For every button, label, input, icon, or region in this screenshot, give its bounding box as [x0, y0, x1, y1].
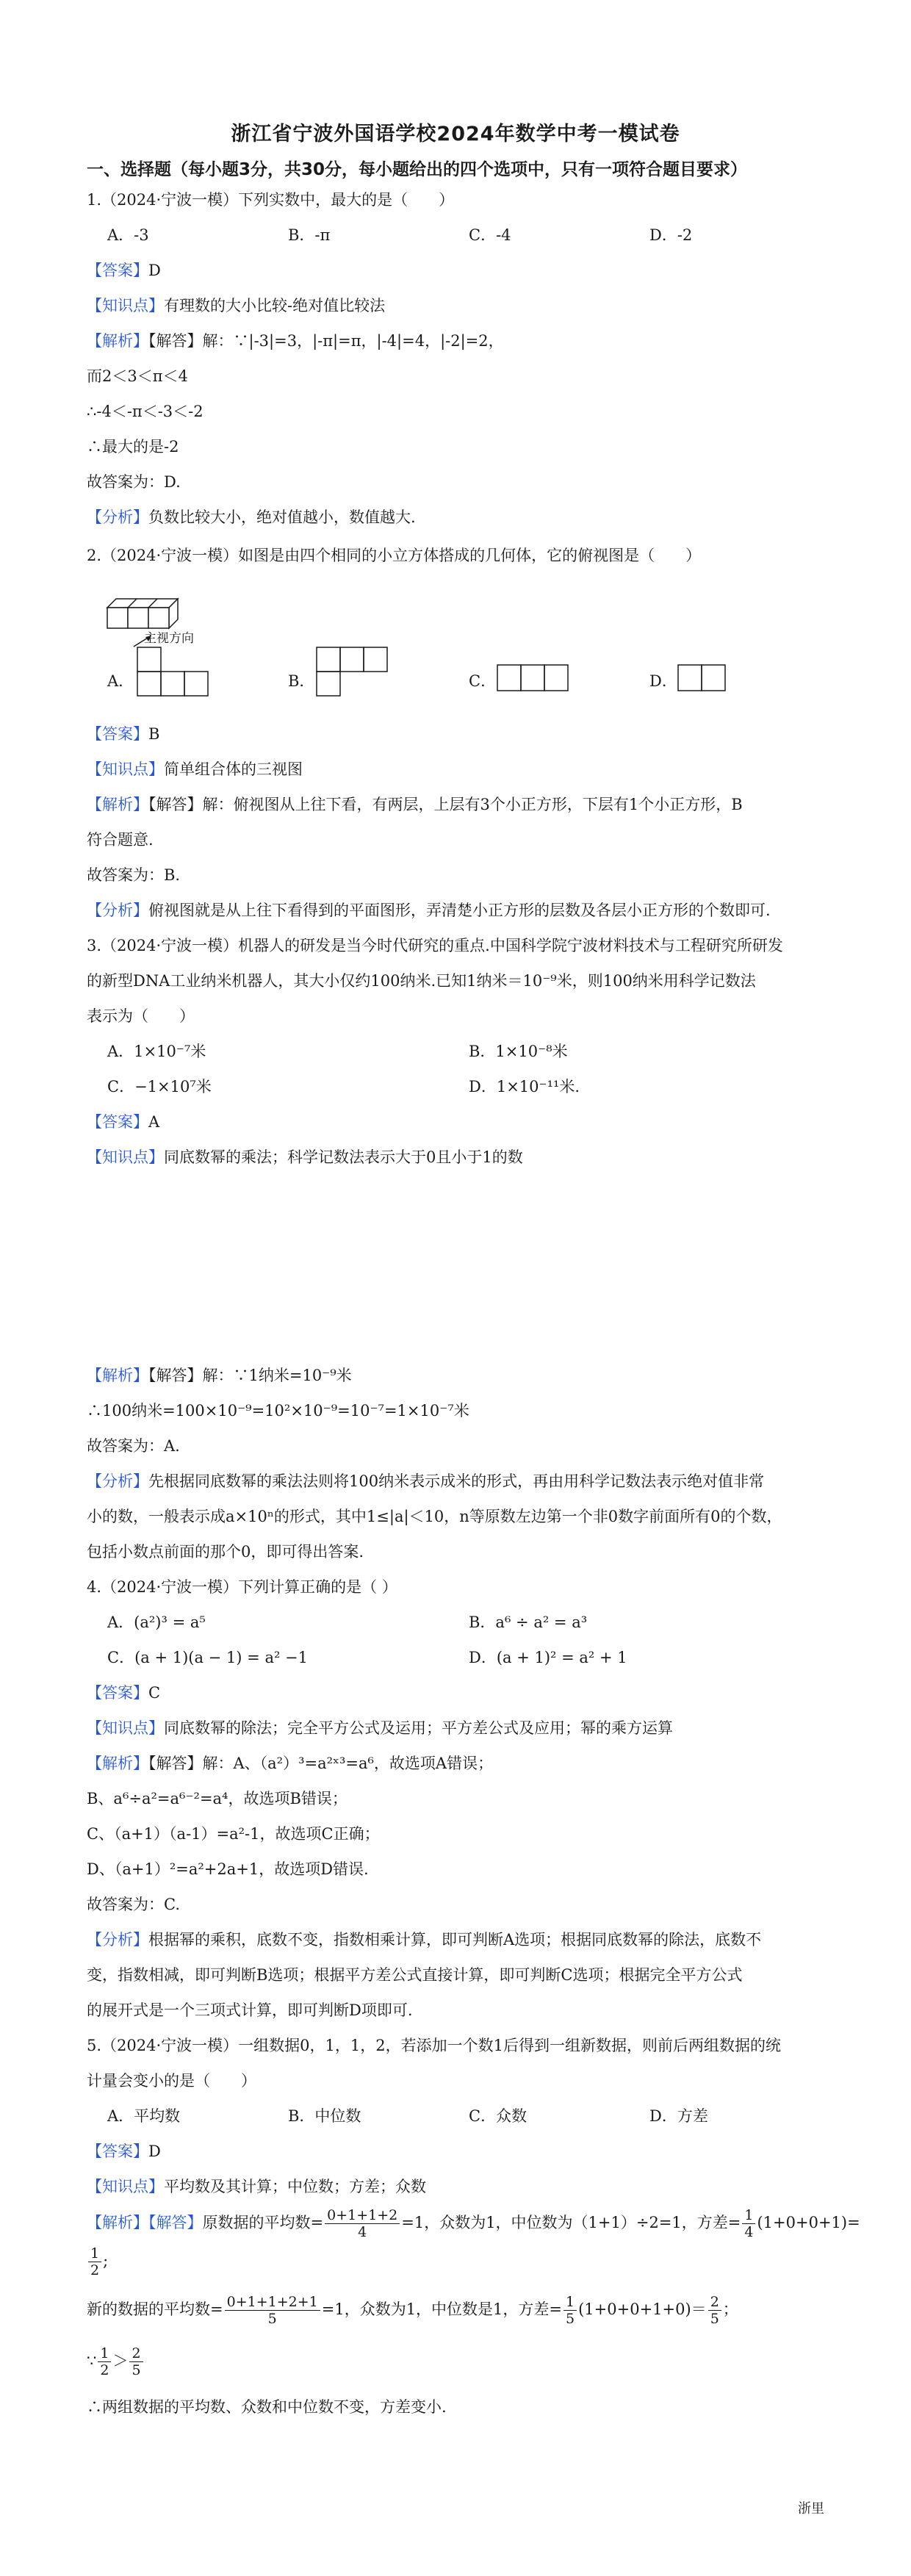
- q3-stem: 的新型DNA工业纳米机器人，其大小仅约100纳米.已知1纳米＝10⁻⁹米，则100纳米用科学记数法: [87, 972, 756, 990]
- q5-option-d: D．方差: [649, 2107, 708, 2125]
- exam-title: 浙江省宁波外国语学校2024年数学中考一模试卷: [231, 123, 680, 145]
- q2-knowledge: 【知识点】简单组合体的三视图: [87, 760, 303, 778]
- fraction: $\frac{0+1+1+2+1}{5}$: [225, 2294, 320, 2327]
- q5-line: 新的数据的平均数= $\frac{0+1+1+2+1}{5}$ =1，众数为1，中位数是1，方差= $\frac{1}{5}$ (1+0+0+1+0)＝ $\frac{2}{5}$ ；: [87, 2294, 738, 2327]
- q3-summary: 包括小数点前面的那个0，即可得出答案.: [87, 1543, 364, 1561]
- q5-option-a: A．平均数: [107, 2107, 181, 2125]
- q3-option-c: C．−1×10⁷米: [107, 1078, 212, 1095]
- page-footer: 浙里: [798, 2501, 824, 2516]
- q2-summary: 【分析】俯视图就是从上往下看得到的平面图形，弄清楚小正方形的层数及各层小正方形的个数即可.: [87, 902, 771, 919]
- q4-line: D、（a+1）²=a²+2a+1，故选项D错误.: [87, 1860, 369, 1878]
- answer-tag: 【答案】: [87, 262, 148, 279]
- fraction: $\frac{2}{5}$: [708, 2294, 721, 2327]
- section-heading: 一、选择题（每小题3分，共30分，每小题给出的四个选项中，只有一项符合题目要求）: [87, 160, 748, 179]
- q2-line: 符合题意.: [87, 831, 154, 849]
- knowledge-tag: 【知识点】: [87, 297, 164, 314]
- q4-line: B、a⁶÷a²=a⁶⁻²=a⁴，故选项B错误；: [87, 1790, 348, 1807]
- q1-answer: 【答案】D: [87, 262, 161, 279]
- q4-option-b: B．a⁶ ÷ a² = a³: [469, 1613, 588, 1631]
- q5-answer: 【答案】D: [87, 2143, 161, 2160]
- q5-line: $\frac{1}{2}$ ;: [87, 2244, 108, 2278]
- q2-option-d-figure: [677, 664, 729, 694]
- q5-option-c: C．众数: [469, 2107, 527, 2125]
- q1-option-b: B．-π: [288, 226, 331, 244]
- q1-line: 而2＜3＜π＜4: [87, 367, 188, 385]
- q3-option-d: D．1×10⁻¹¹米.: [469, 1078, 580, 1095]
- q5-option-b: B．中位数: [288, 2107, 361, 2125]
- q2-option-c: C．: [469, 672, 497, 690]
- q5-solution: 【解析】【解答】原数据的平均数= $\frac{0+1+1+2}{4}$ =1，众数为1，中位数为（1+1）÷2=1，方差= $\frac{1}{4}$ (1+0+0+1)=: [87, 2207, 860, 2240]
- q1-line: 故答案为：D.: [87, 473, 181, 491]
- fraction: $\frac{0+1+1+2}{4}$: [325, 2207, 400, 2240]
- q3-answer: 【答案】A: [87, 1113, 160, 1131]
- q1-option-d: D．-2: [649, 226, 693, 244]
- q2-option-b: B．: [288, 672, 315, 690]
- q2-option-c-figure: [497, 664, 570, 694]
- q2-line: 故答案为：B.: [87, 866, 181, 884]
- view-direction-label: 主视方向: [144, 631, 194, 646]
- q3-option-a: A．1×10⁻⁷米: [107, 1043, 206, 1060]
- q1-option-c: C．-4: [469, 226, 511, 244]
- q4-summary: 【分析】根据幂的乘积，底数不变，指数相乘计算，即可判断A选项；根据同底数幂的除法，底数不: [87, 1931, 762, 1949]
- q1-stem: 1.（2024·宁波一模）下列实数中，最大的是（ ）: [87, 191, 455, 209]
- q3-option-b: B．1×10⁻⁸米: [469, 1043, 568, 1060]
- q2-option-a-figure: [137, 647, 210, 698]
- q4-option-a: A．(a²)³ = a⁵: [107, 1613, 206, 1631]
- fraction: $\frac{1}{4}$: [742, 2207, 755, 2240]
- fraction: $\frac{1}{5}$: [563, 2294, 577, 2327]
- q3-knowledge: 【知识点】同底数幂的乘法；科学记数法表示大于0且小于1的数: [87, 1148, 523, 1166]
- summary-tag: 【分析】: [87, 508, 148, 526]
- q3-solution: 【解析】【解答】解：∵1纳米=10⁻⁹米: [87, 1367, 352, 1384]
- fraction: $\frac{2}{5}$: [129, 2345, 143, 2378]
- q2-solution: 【解析】【解答】解：俯视图从上往下看，有两层，上层有3个小正方形，下层有1个小正方形，B: [87, 796, 743, 813]
- q5-stem: 计量会变小的是（ ）: [87, 2072, 256, 2090]
- q4-knowledge: 【知识点】同底数幂的除法；完全平方公式及运用；平方差公式及应用；幂的乘方运算: [87, 1719, 673, 1737]
- q2-option-b-figure: [316, 647, 389, 698]
- q2-option-d: D．: [649, 672, 677, 690]
- q3-stem: 表示为（ ）: [87, 1007, 195, 1025]
- q4-stem: 4.（2024·宁波一模）下列计算正确的是（ ）: [87, 1578, 397, 1596]
- q4-answer: 【答案】C: [87, 1684, 161, 1702]
- fraction: $\frac{1}{2}$: [88, 2245, 101, 2278]
- q4-summary: 的展开式是一个三项式计算，即可判断D项即可.: [87, 2001, 413, 2019]
- q4-line: 故答案为：C.: [87, 1896, 180, 1913]
- q4-summary: 变，指数相减，即可判断B选项；根据平方差公式直接计算，即可判断C选项；根据完全平方公式: [87, 1966, 743, 1984]
- q1-knowledge: 【知识点】有理数的大小比较-绝对值比较法: [87, 297, 386, 314]
- q1-line: ∴-4＜-π＜-3＜-2: [87, 403, 204, 420]
- q4-line: C、（a+1）（a-1）=a²-1，故选项C正确；: [87, 1825, 380, 1843]
- q3-summary: 小的数，一般表示成a×10ⁿ的形式，其中1≤|a|＜10，n等原数左边第一个非0数字前面所有0的个数，: [87, 1508, 782, 1525]
- q1-option-a: A．-3: [107, 226, 149, 244]
- q3-line: ∴100纳米=100×10⁻⁹=10²×10⁻⁹=10⁻⁷=1×10⁻⁷米: [87, 1402, 469, 1420]
- q4-solution: 【解析】【解答】解：A、（a²）³=a²ˣ³=a⁶，故选项A错误；: [87, 1755, 494, 1772]
- q3-line: 故答案为：A.: [87, 1437, 180, 1455]
- q5-stem: 5.（2024·宁波一模）一组数据0，1，1，2，若添加一个数1后得到一组新数据，则前后两组数据的统: [87, 2037, 781, 2054]
- q1-line: ∴最大的是-2: [87, 438, 179, 456]
- q4-option-c: C．(a + 1)(a − 1) = a² −1: [107, 1649, 309, 1666]
- analysis-tag: 【解析】: [87, 332, 148, 350]
- fraction: $\frac{1}{2}$: [98, 2345, 111, 2378]
- q2-option-a: A．: [107, 672, 134, 690]
- q2-stem: 2.（2024·宁波一模）如图是由四个相同的小立方体搭成的几何体，它的俯视图是（ ）: [87, 547, 702, 564]
- q3-stem: 3.（2024·宁波一模）机器人的研发是当今时代研究的重点.中国科学院宁波材料技术与工程研究所研发: [87, 937, 783, 954]
- q5-line: ∴两组数据的平均数、众数和中位数不变，方差变小.: [87, 2398, 447, 2416]
- q1-solution: 【解析】【解答】解：∵|-3|=3，|-π|=π，|-4|=4，|-2|=2，: [87, 332, 504, 350]
- q3-summary: 【分析】先根据同底数幂的乘法法则将100纳米表示成米的形式，再由用科学记数法表示绝对值非常: [87, 1472, 765, 1490]
- q2-answer: 【答案】B: [87, 725, 160, 743]
- q1-summary: 【分析】负数比较大小，绝对值越小，数值越大.: [87, 508, 416, 526]
- q5-line: ∵ $\frac{1}{2}$ ＞ $\frac{2}{5}$: [87, 2344, 145, 2378]
- q4-option-d: D．(a + 1)² = a² + 1: [469, 1649, 627, 1666]
- q5-knowledge: 【知识点】平均数及其计算；中位数；方差；众数: [87, 2178, 426, 2195]
